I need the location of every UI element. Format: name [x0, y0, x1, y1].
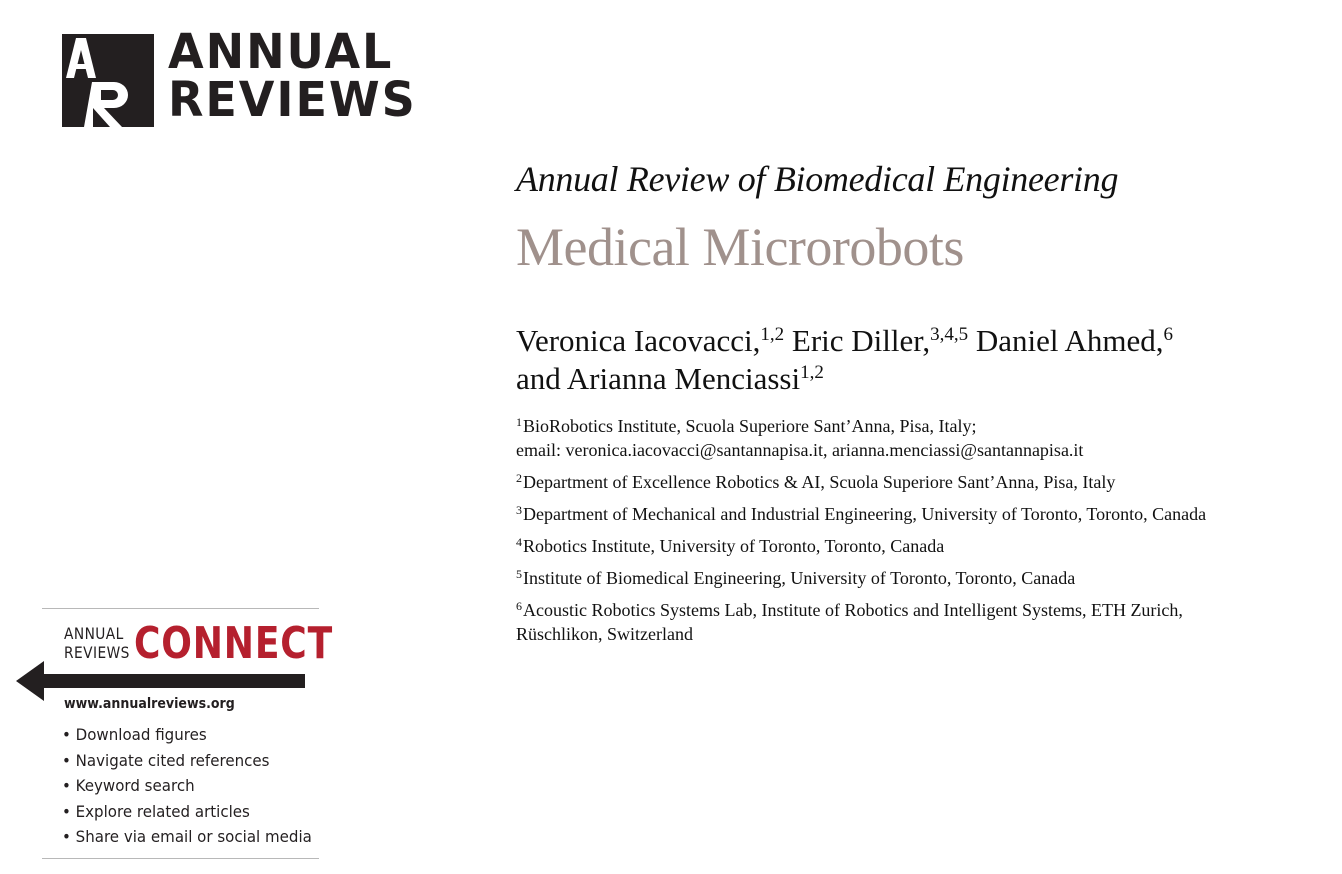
connect-title: CONNECT — [134, 618, 334, 669]
author-affil-ref: 3,4,5 — [930, 324, 969, 345]
article-title: Medical Microrobots — [516, 217, 964, 277]
affiliation-item — [516, 470, 1316, 494]
list-item: • Navigate cited references — [62, 750, 270, 770]
connect-small-wordmark — [64, 624, 130, 662]
affiliation-email-line: email: veronica.iacovacci@santannapisa.it, arianna.menciassi@santannapisa.it — [516, 440, 1084, 460]
annual-reviews-connect-box — [42, 608, 334, 860]
affiliation-number: 4 — [516, 535, 522, 549]
affiliation-number: 2 — [516, 471, 522, 485]
affiliation-number: 5 — [516, 567, 522, 581]
affiliation-item — [516, 598, 1316, 646]
affiliation-item — [516, 534, 1316, 558]
logo-line-annual: ANNUAL — [168, 24, 394, 80]
affiliation-item — [516, 414, 1316, 462]
divider-top — [42, 608, 319, 609]
affiliation-text: Department of Mechanical and Industrial Engineering, University of Toronto, Toronto, Canada — [523, 504, 1207, 524]
list-item: • Download figures — [62, 725, 207, 744]
affiliation-list — [516, 414, 1316, 654]
author-name: and Arianna Menciassi — [516, 361, 801, 396]
affiliation-number: 6 — [516, 599, 522, 613]
author-name: Eric Diller, — [791, 323, 931, 358]
affiliation-number: 3 — [516, 503, 522, 517]
logo-wordmark — [168, 24, 427, 128]
connect-url[interactable]: www.annualreviews.org — [64, 696, 235, 712]
affiliation-text: Acoustic Robotics Systems Lab, Institute of Robotics and Intelligent Systems, ETH Zurich, — [523, 600, 1183, 620]
author-list — [516, 322, 1316, 398]
author-affil-ref: 1,2 — [800, 362, 824, 383]
journal-name: Annual Review of Biomedical Engineering — [516, 159, 1119, 199]
author-name: Veronica Iacovacci, — [516, 323, 761, 358]
connect-small-reviews: REVIEWS — [64, 643, 130, 662]
author-name: Daniel Ahmed, — [975, 323, 1164, 358]
affiliation-item — [516, 566, 1316, 590]
author-affil-ref: 1,2 — [760, 324, 785, 345]
connect-feature-list — [62, 722, 328, 850]
affiliation-text-continued: Rüschlikon, Switzerland — [516, 624, 693, 644]
connect-small-annual: ANNUAL — [64, 624, 124, 643]
divider-bottom — [42, 858, 319, 859]
affiliation-text: Robotics Institute, University of Toronto, Toronto, Canada — [523, 536, 945, 556]
logo-line-reviews: REVIEWS — [168, 72, 417, 128]
affiliation-text: Institute of Biomedical Engineering, University of Toronto, Toronto, Canada — [523, 568, 1076, 588]
list-item: • Explore related articles — [62, 801, 250, 821]
annual-reviews-logo — [62, 24, 417, 130]
list-item: • Share via email or social media — [62, 827, 312, 847]
ar-logo-mark — [62, 34, 154, 127]
list-item: • Keyword search — [62, 776, 195, 796]
author-affil-ref: 6 — [1163, 324, 1174, 345]
affiliation-item — [516, 502, 1316, 526]
affiliation-text: BioRobotics Institute, Scuola Superiore Sant’Anna, Pisa, Italy; — [523, 416, 977, 436]
affiliation-number: 1 — [516, 415, 522, 429]
affiliation-text: Department of Excellence Robotics & AI, Scuola Superiore Sant’Anna, Pisa, Italy — [523, 472, 1116, 492]
